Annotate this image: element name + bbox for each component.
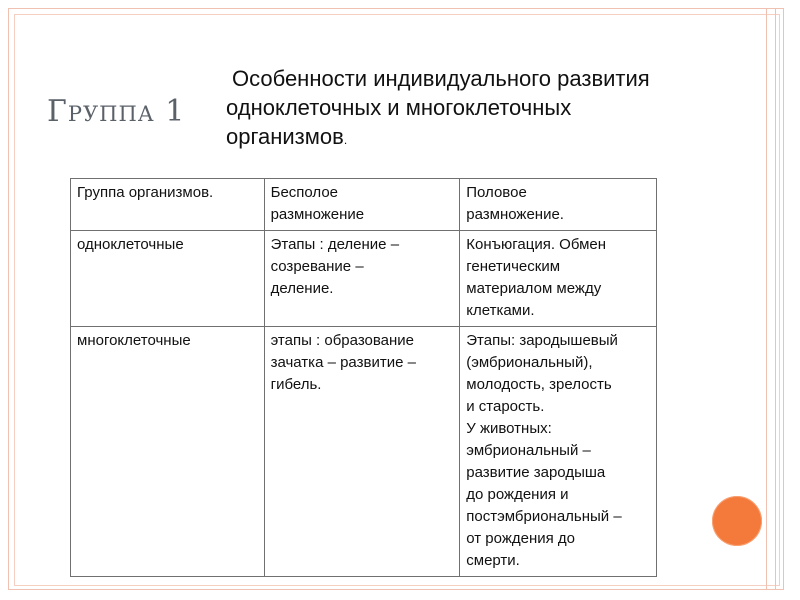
development-table [70, 178, 657, 577]
group-label: Группа 1 [47, 94, 186, 129]
cell-asexual [264, 327, 460, 577]
slide-heading [226, 64, 746, 155]
cell-sexual [460, 231, 657, 327]
table-row [71, 231, 657, 327]
heading-line-text: организмов [226, 124, 344, 149]
cell-text: многоклеточные [77, 332, 191, 349]
cell-text: У животных: [466, 420, 552, 437]
cell-text: молодость, зрелость [466, 376, 612, 393]
header-cell-asexual [264, 179, 460, 231]
cell-text: от рождения до [466, 530, 575, 547]
table-header-row [71, 179, 657, 231]
cell-text: размножение [270, 206, 365, 223]
cell-text: одноклеточные [77, 236, 184, 253]
table-row [71, 327, 657, 577]
slide-frame-right-band [766, 8, 776, 590]
cell-text: гибель. [270, 376, 322, 393]
cell-text: Бесполое [270, 184, 339, 201]
cell-text: Этапы : деление – [270, 236, 400, 253]
cell-text: клетками. [466, 302, 535, 319]
cell-text: до рождения и [466, 486, 569, 503]
cell-text: деление. [270, 280, 334, 297]
cell-text: эмбриональный – [466, 442, 591, 459]
cell-text: и старость. [466, 398, 545, 415]
cell-text: Этапы: зародышевый [466, 332, 618, 349]
cell-text: Половое [466, 184, 527, 201]
cell-text: (эмбриональный), [466, 354, 593, 371]
cell-text: Группа организмов. [77, 184, 214, 201]
cell-text: материалом между [466, 280, 602, 297]
cell-text: генетическим [466, 258, 561, 275]
cell-text: зачатка – развитие – [270, 354, 416, 371]
cell-group [71, 327, 265, 577]
heading-period: . [343, 133, 348, 147]
cell-asexual [264, 231, 460, 327]
cell-text: размножение. [466, 206, 564, 223]
cell-text: этапы : образование [270, 332, 415, 349]
heading-line: Особенности индивидуального развития [232, 66, 650, 91]
cell-text: Конъюгация. Обмен [466, 236, 607, 253]
decorative-circle-icon [712, 496, 762, 546]
header-cell-group [71, 179, 265, 231]
cell-text: постэмбриональный – [466, 508, 622, 525]
cell-sexual [460, 327, 657, 577]
header-cell-sexual [460, 179, 657, 231]
cell-group [71, 231, 265, 327]
heading-line: одноклеточных и многоклеточных [226, 95, 572, 120]
cell-text: смерти. [466, 552, 520, 569]
cell-text: созревание – [270, 258, 364, 275]
cell-text: развитие зародыша [466, 464, 606, 481]
heading-line [226, 122, 746, 155]
